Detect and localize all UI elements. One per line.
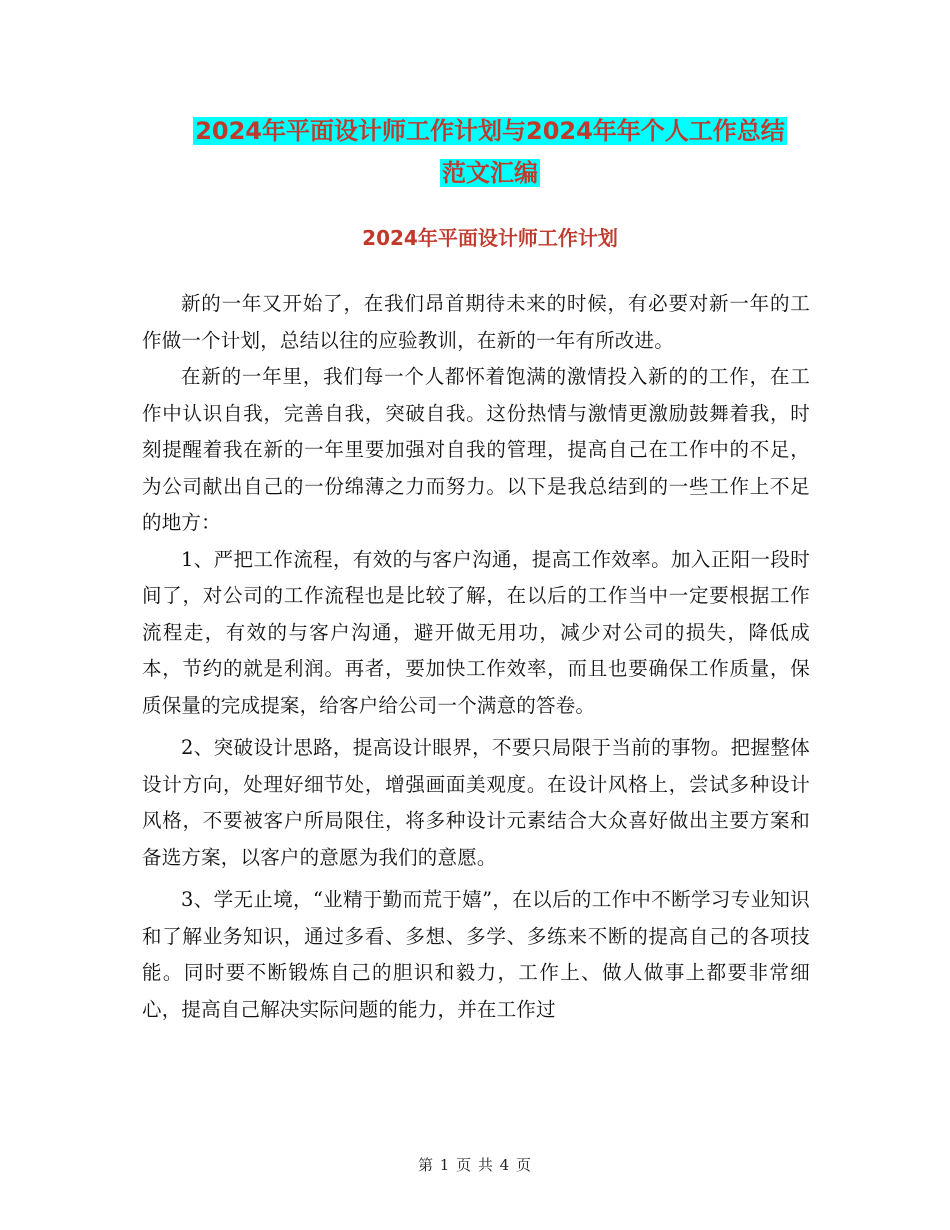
paragraph: 3、学无止境，“业精于勤而荒于嬉”，在以后的工作中不断学习专业知识和了解业务知识，通过多看、多想、多学、多练来不断的提高自己的各项技能。同时要不断锻炼自己的胆识和毅力，工作上、做人做事上都要非常细心，提高自己解决实际问题的能力，并在工作过 [142, 888, 810, 1021]
page-footer [0, 1154, 950, 1175]
paragraph: 在新的一年里，我们每一个人都怀着饱满的激情投入新的的工作，在工作中认识自我，完善自我，突破自我。这份热情与激情更激励鼓舞着我，时刻提醒着我在新的一年里要加强对自我的管理，提高自己在工作中的不足，为公司献出自己的一份绵薄之力而努力。以下是我总结到的一些工作上不足的地方： [142, 365, 810, 534]
paragraph: 1、严把工作流程，有效的与客户沟通，提高工作效率。加入正阳一段时间了，对公司的工作流程也是比较了解，在以后的工作当中一定要根据工作流程走，有效的与客户沟通，避开做无用功，减少对公司的损失，降低成本，节约的就是利润。再者，要加快工作效率，而且也要确保工作质量，保质保量的完成提案，给客户给公司一个满意的答卷。 [142, 547, 810, 717]
document-title-line-1: 2024年平面设计师工作计划与2024年年个人工作总结 [195, 117, 785, 145]
paragraph: 新的一年又开始了，在我们昂首期待未来的时候，有必要对新一年的工作做一个计划，总结以往的应验教训，在新的一年有所改进。 [142, 292, 810, 352]
document-title-line-2: 范文汇编 [442, 159, 538, 187]
document-title [140, 110, 840, 194]
document-body [142, 286, 810, 1028]
page-number-indicator: 第 1 页 共 4 页 [418, 1156, 532, 1174]
section-title: 2024年平面设计师工作计划 [362, 226, 618, 250]
paragraph: 2、突破设计思路，提高设计眼界，不要只局限于当前的事物。把握整体设计方向，处理好细节处，增强画面美观度。在设计风格上，尝试多种设计风格，不要被客户所局限住，将多种设计元素结合大众喜好做出主要方案和备选方案，以客户的意愿为我们的意愿。 [142, 736, 810, 869]
